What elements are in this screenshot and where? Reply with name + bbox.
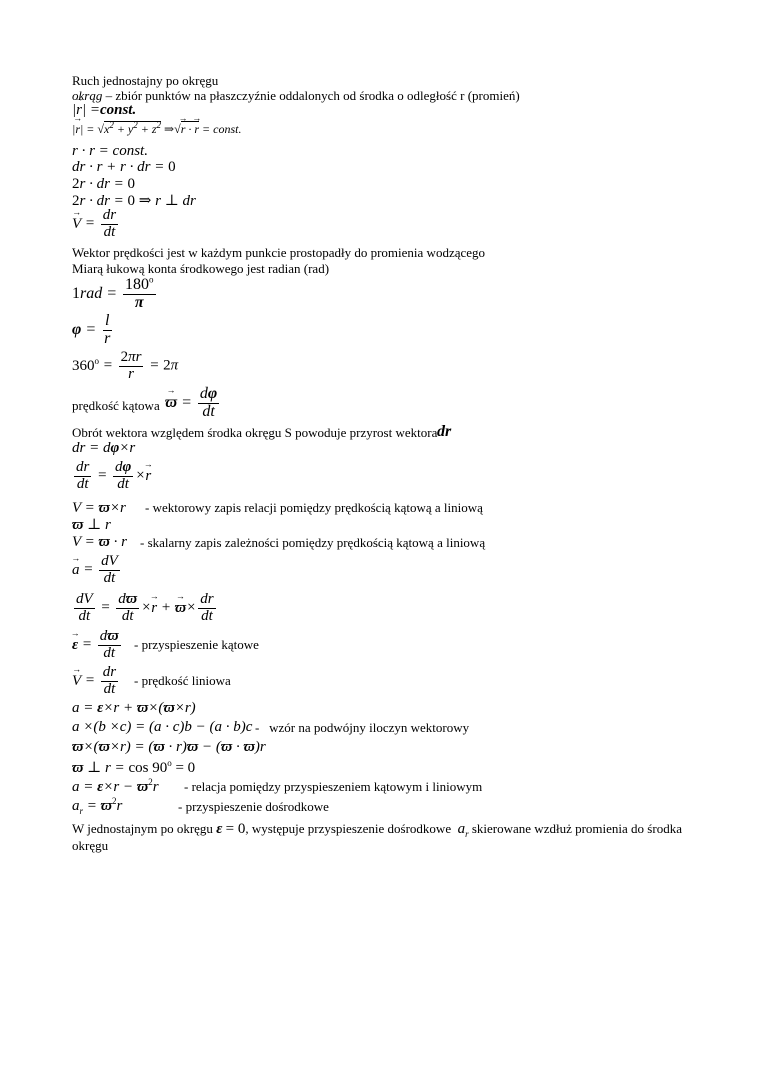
equation-abs-r-const: |→ r| =const. — [72, 103, 136, 118]
equation-omega-perp: ϖ ⊥ r — [72, 517, 111, 533]
rotation-dr-symbol: dr — [437, 423, 452, 440]
equation-abs-r-sqrt: |→ $r| = √x^2 + y^2 + z^2$ ⇒√→ r · → r = const. — [72, 123, 241, 135]
equation-triple-product: a ×(b ×c) = (a · c)b − (a · b)c — [72, 719, 253, 735]
equation-acceleration: → a = $\frac{dV}{dt}$ — [72, 554, 122, 587]
equation-accel-relation: $a = \varepsilon\times r - ϖ^2r$ — [72, 777, 159, 795]
rotation-text: Obrót wektora względem środka okręgu S powoduje przyrost wektora — [72, 425, 438, 440]
note-angular-acceleration: - przyspieszenie kątowe — [134, 637, 259, 652]
equation-r-dot-r: r · r = const. — [72, 143, 148, 159]
definition-term: okrąg — [72, 88, 103, 103]
velocity-text: Wektor prędkości jest w każdym punkcie prostopadły do promienia wodzącego — [72, 245, 486, 260]
equation-linear-velocity: → V = $\frac{dr}{dt}$ — [72, 665, 120, 698]
equation-v-omega-cross: V = ϖ×r — [72, 500, 126, 516]
equation-dv-dt: $\frac{dV}{dt}$ = $\frac{dϖ}{dt}$ ×→ r + → ϖ× $\frac{dr}{dt}$ — [72, 592, 218, 625]
equation-dr-cross: dr = dφ×r — [72, 440, 136, 456]
equation-v-omega-dot: V = ϖ · r — [72, 534, 127, 550]
note-linear-velocity: - prędkość liniowa — [134, 673, 231, 688]
title: Ruch jednostajny po okręgu — [72, 73, 219, 88]
note-accel-relation: - relacja pomiędzy przyspieszeniem kątowym i liniowym — [184, 779, 483, 794]
note-scalar-relation: - skalarny zapis zależności pomiędzy prędkością kątową a liniową — [140, 535, 486, 550]
equation-a-expansion: a = ε×r + ϖ×(ϖ×r) — [72, 700, 196, 716]
angular-velocity-label: prędkość kątowa — [72, 398, 160, 413]
equation-angular-velocity: → ϖ = $\frac{d\varphi}{dt}$ — [165, 386, 221, 421]
definition-rest: – zbiór punktów na płaszczyźnie oddalonych od środka o odległość r (promień) — [102, 88, 520, 103]
note-triple-product: - wzór na podwójny iloczyn wektorowy — [255, 720, 470, 735]
equation-2r-dr: 2r · dr = 0 — [72, 176, 136, 192]
conclusion-line-2: okręgu — [72, 838, 109, 853]
equation-full-angle: $360^o$ = $\frac{2\pi r}{r}$ = 2π — [72, 349, 179, 382]
conclusion-line-1: W jednostajnym po okręgu ε = 0, występuje przyspieszenie dośrodkowe $a_r$ skierowane wzdłuż promienia do środka — [72, 821, 682, 839]
note-vector-relation: - wektorowy zapis relacji pomiędzy prędkością kątową a liniową — [145, 500, 483, 515]
equation-velocity: → V = $\frac{dr}{dt}$ — [72, 208, 120, 241]
equation-perpendicular: 2r · dr = 0 ⇒ r ⊥ dr — [72, 193, 196, 209]
equation-phi: φ = $\frac{l}{r}$ — [72, 312, 111, 347]
equation-dr-dt: $\frac{dr}{dt}$ = $\frac{d\varphi}{dt}$ ×→ r — [72, 460, 151, 493]
equation-radian: 1rad = $\frac{180^o}{\pi}$ — [72, 274, 154, 311]
equation-differential: dr · r + r · dr = 0 — [72, 159, 176, 175]
equation-epsilon: → ε = $\frac{dϖ}{dt}$ — [72, 629, 123, 662]
definition-line — [72, 89, 520, 102]
radian-text: Miarą łukową konta środkowego jest radian (rad) — [72, 261, 330, 276]
equation-cos90: ϖ ⊥ $r = \cos 90^o = 0$ — [72, 758, 196, 776]
equation-centripetal: $a_r = ϖ^2r$ — [72, 796, 123, 816]
equation-omega-triple: ϖ×(ϖ×r) = (ϖ · r)ϖ − (ϖ · ϖ)r — [72, 739, 266, 755]
note-centripetal: - przyspieszenie dośrodkowe — [178, 799, 329, 814]
